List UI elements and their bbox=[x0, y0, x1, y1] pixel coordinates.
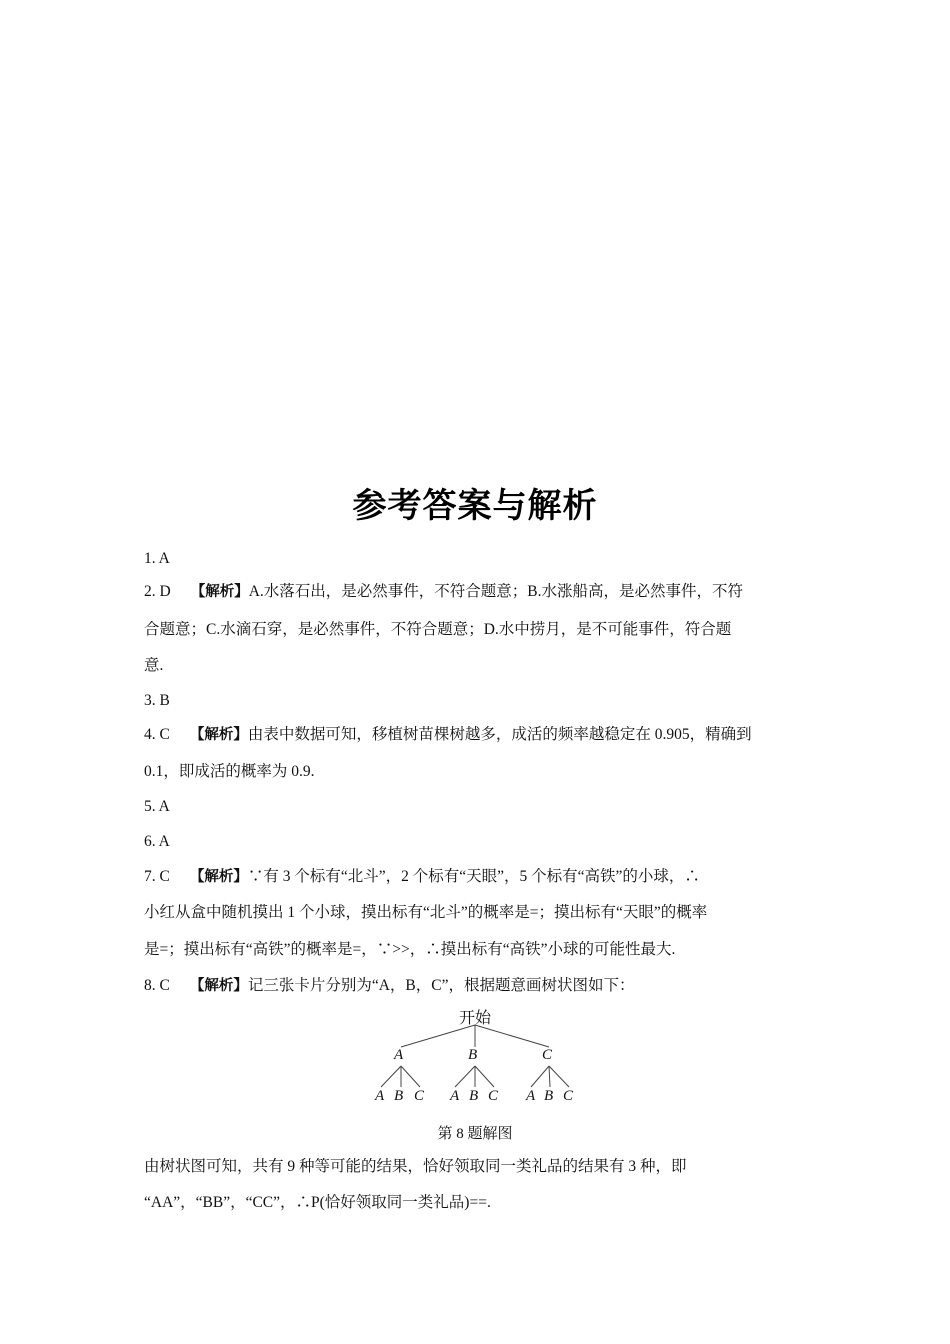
analysis-tag: 【解析】 bbox=[190, 584, 249, 600]
answer-number: 6. A bbox=[144, 833, 170, 850]
answer-3 bbox=[144, 691, 806, 711]
tree-leaf: B bbox=[469, 1088, 479, 1104]
tree-node-a: A bbox=[394, 1047, 404, 1063]
answer-2-line-3: 意. bbox=[144, 657, 164, 674]
answer-8-conclusion-2: “AA”，“BB”，“CC”，∴P(恰好领取同一类礼品)==. bbox=[144, 1194, 491, 1211]
tree-leaf: C bbox=[488, 1088, 499, 1104]
answer-number: 4. C bbox=[144, 726, 170, 743]
answer-number: 7. C bbox=[144, 868, 170, 885]
answer-7-line-3: 是=；摸出标有“高铁”的概率是=，∵>>，∴摸出标有“高铁”小球的可能性最大. bbox=[144, 941, 676, 958]
analysis-tag: 【解析】 bbox=[189, 869, 248, 885]
answer-2 bbox=[144, 582, 806, 602]
tree-node-c: C bbox=[542, 1047, 553, 1063]
answer-number: 1. A bbox=[144, 550, 170, 567]
figure-caption: 第 8 题解图 bbox=[437, 1126, 513, 1142]
answer-8-conclusion-1: 由树状图可知，共有 9 种等可能的结果，恰好领取同一类礼品的结果有 3 种，即 bbox=[144, 1158, 687, 1175]
answer-2-line-2: 合题意；C.水滴石穿，是必然事件，不符合题意；D.水中捞月，是不可能事件，符合题 bbox=[144, 621, 732, 638]
analysis-text: 记三张卡片分别为“A，B，C”，根据题意画树状图如下： bbox=[247, 977, 635, 994]
tree-root: 开始 bbox=[458, 1010, 491, 1027]
tree-leaf: B bbox=[544, 1088, 554, 1104]
tree-leaf: C bbox=[414, 1088, 425, 1104]
answer-number: 5. A bbox=[144, 798, 170, 815]
answer-4-line-2: 0.1，即成活的概率为 0.9. bbox=[144, 763, 315, 780]
answer-4 bbox=[144, 725, 806, 745]
answer-7-line-2: 小红从盒中随机摸出 1 个小球，摸出标有“北斗”的概率是=；摸出标有“天眼”的概率 bbox=[144, 904, 708, 921]
tree-node-b: B bbox=[468, 1047, 478, 1063]
answer-8 bbox=[144, 976, 806, 996]
analysis-text: 由表中数据可知，移植树苗棵树越多，成活的频率越稳定在 0.905，精确到 bbox=[247, 726, 752, 743]
analysis-tag: 【解析】 bbox=[189, 727, 248, 743]
tree-diagram bbox=[360, 1003, 600, 1113]
tree-leaf: A bbox=[450, 1088, 460, 1104]
answer-1 bbox=[144, 549, 806, 569]
answer-6 bbox=[144, 832, 806, 852]
tree-leaf: B bbox=[394, 1088, 404, 1104]
answer-number: 2. D bbox=[144, 583, 171, 600]
analysis-text: ∵有 3 个标有“北斗”，2 个标有“天眼”，5 个标有“高铁”的小球，∴ bbox=[247, 868, 700, 885]
tree-leaf: C bbox=[563, 1088, 574, 1104]
page-title: 参考答案与解析 bbox=[352, 486, 598, 526]
answer-7 bbox=[144, 867, 806, 887]
answer-number: 3. B bbox=[144, 692, 170, 709]
tree-leaf: A bbox=[375, 1088, 385, 1104]
analysis-tag: 【解析】 bbox=[189, 978, 248, 994]
tree-leaf: A bbox=[526, 1088, 536, 1104]
analysis-text: A.水落石出，是必然事件，不符合题意；B.水涨船高，是必然事件，不符 bbox=[248, 583, 743, 600]
answer-number: 8. C bbox=[144, 977, 170, 994]
answer-5 bbox=[144, 797, 806, 817]
